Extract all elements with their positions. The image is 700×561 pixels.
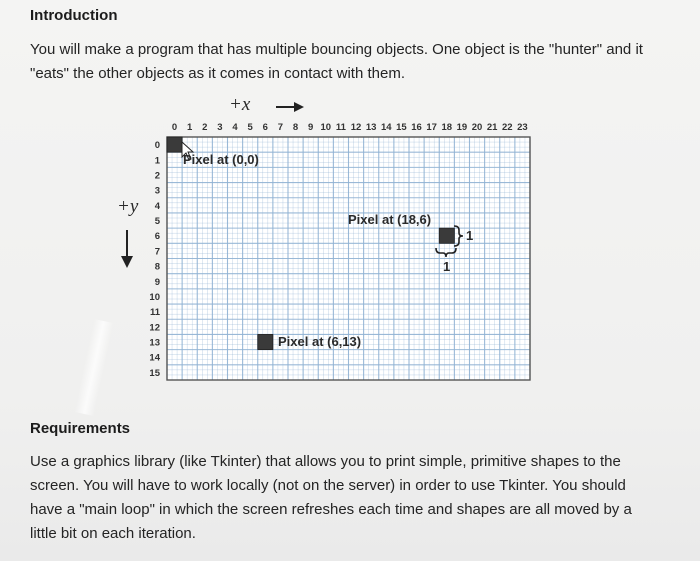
y-tick-label: 3 bbox=[154, 185, 160, 197]
y-tick-label: 13 bbox=[149, 337, 160, 349]
x-tick-label: 5 bbox=[247, 122, 253, 133]
y-tick-label: 7 bbox=[154, 246, 160, 258]
requirements-heading: Requirements bbox=[30, 420, 131, 437]
pixel-6-13 bbox=[258, 334, 273, 349]
x-tick-label: 17 bbox=[426, 122, 437, 133]
pixel-18-6 bbox=[439, 228, 454, 243]
y-tick-label: 6 bbox=[154, 231, 160, 243]
y-axis-label: +y bbox=[117, 196, 139, 217]
x-tick-label: 22 bbox=[502, 122, 513, 133]
y-tick-label: 8 bbox=[154, 261, 160, 273]
y-tick-label: 1 bbox=[154, 155, 160, 167]
x-tick-label: 21 bbox=[486, 122, 498, 133]
x-tick-label: 19 bbox=[456, 122, 468, 133]
pixel-label-0-0: Pixel at (0,0) bbox=[183, 152, 259, 167]
y-tick-label: 15 bbox=[149, 367, 160, 379]
pixel-width-label: 1 bbox=[466, 228, 474, 243]
x-tick-label: 9 bbox=[308, 122, 314, 133]
y-tick-label: 9 bbox=[154, 276, 160, 288]
x-tick-label: 18 bbox=[441, 122, 453, 133]
y-tick-label: 5 bbox=[154, 216, 160, 228]
y-tick-label: 10 bbox=[149, 291, 160, 303]
x-tick-label: 12 bbox=[350, 122, 362, 133]
x-tick-label: 15 bbox=[396, 122, 407, 133]
x-tick-label: 7 bbox=[277, 122, 284, 133]
y-tick-label: 2 bbox=[154, 170, 160, 182]
x-axis-label: +x bbox=[229, 94, 251, 115]
y-tick-label: 12 bbox=[149, 322, 160, 334]
x-tick-label: 2 bbox=[202, 122, 208, 133]
x-tick-label: 20 bbox=[471, 122, 483, 133]
pixel-label-6-13: Pixel at (6,13) bbox=[278, 334, 362, 349]
x-tick-label: 1 bbox=[187, 122, 193, 133]
y-tick-label: 11 bbox=[149, 307, 160, 319]
x-tick-labels bbox=[172, 122, 528, 133]
y-tick-label: 0 bbox=[154, 140, 160, 152]
x-tick-label: 0 bbox=[171, 122, 178, 133]
y-tick-label: 4 bbox=[154, 200, 160, 212]
x-axis-arrowhead-icon bbox=[294, 102, 304, 112]
y-tick-label: 14 bbox=[149, 352, 160, 364]
x-tick-label: 3 bbox=[217, 122, 223, 133]
x-tick-label: 23 bbox=[517, 122, 528, 133]
requirements-paragraph: Use a graphics library (like Tkinter) that allows you to print simple, primitive shapes to the screen. You will have to work locally (not on the server) in order to use Tkinter. You should have a "main loop" in which the screen refreshes each time and shapes are all moved by a little bit on each iteration. bbox=[30, 453, 632, 542]
x-tick-label: 8 bbox=[292, 122, 299, 133]
x-tick-label: 13 bbox=[365, 122, 377, 133]
x-tick-label: 14 bbox=[381, 122, 392, 133]
x-tick-label: 11 bbox=[335, 122, 346, 133]
introduction-paragraph: You will make a program that has multiple bouncing objects. One object is the "hunter" and it "eats" the other objects as it comes in contact with them. bbox=[30, 41, 643, 82]
y-axis-arrowhead-icon bbox=[121, 256, 133, 268]
pixel-height-label: 1 bbox=[443, 259, 451, 274]
pixel-0-0 bbox=[167, 137, 182, 152]
introduction-heading: Introduction bbox=[30, 7, 118, 24]
pixel-label-18-6: Pixel at (18,6) bbox=[348, 212, 432, 227]
x-tick-label: 16 bbox=[411, 122, 422, 133]
x-tick-label: 10 bbox=[320, 122, 332, 133]
x-tick-label: 4 bbox=[232, 122, 238, 133]
x-tick-label: 6 bbox=[262, 122, 268, 133]
y-tick-labels bbox=[149, 140, 160, 379]
